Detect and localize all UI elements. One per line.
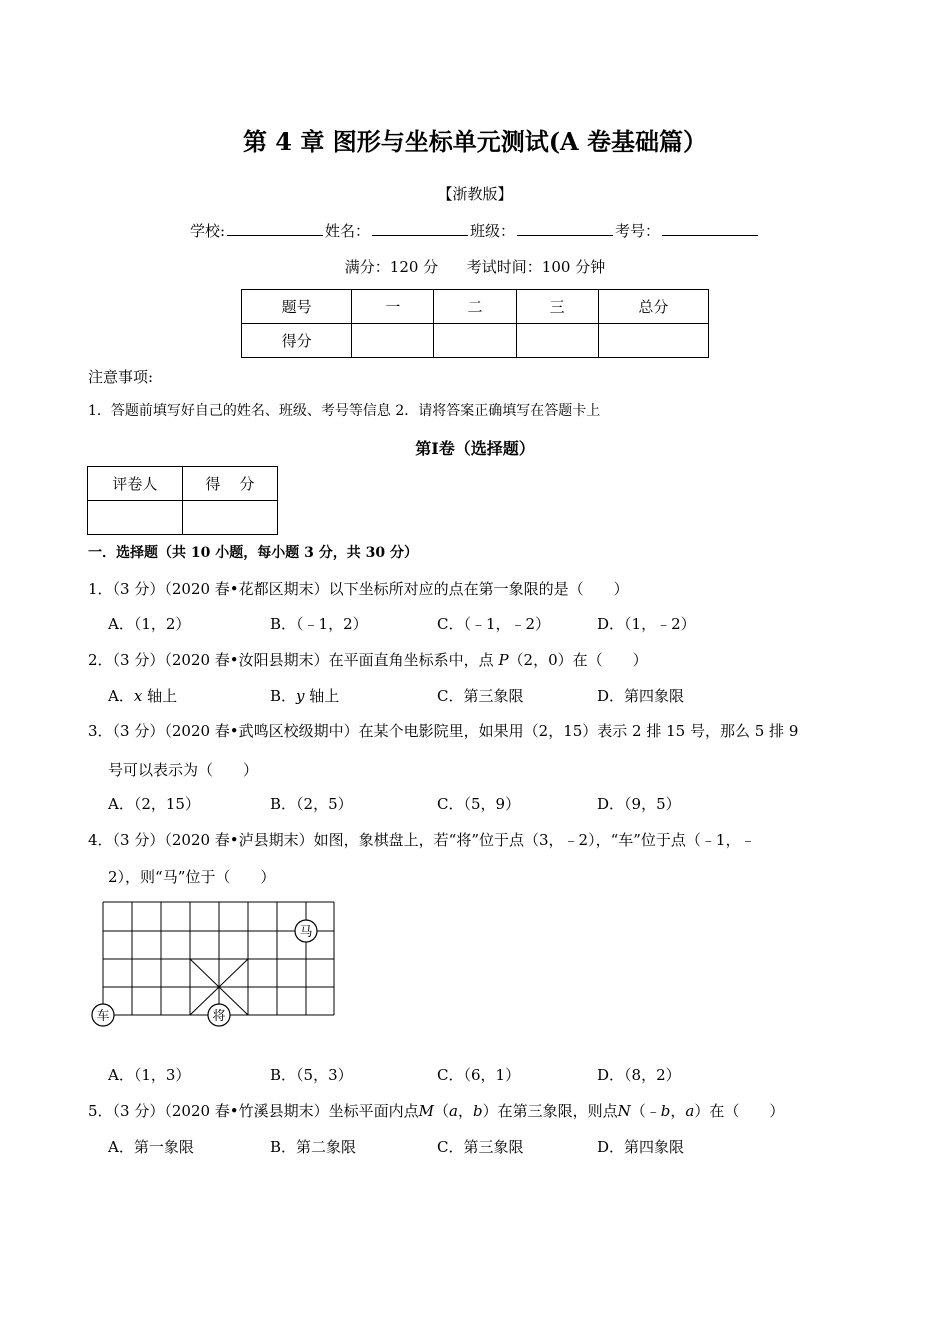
question-2-option-a[interactable]: A．x 轴上 [108, 687, 178, 705]
info-fields-row [0, 220, 950, 241]
question-2-option-b[interactable]: B．y 轴上 [270, 687, 340, 705]
general-label: 将 [212, 1009, 226, 1024]
name-blank[interactable] [372, 221, 468, 236]
question-3-stem-line2: 号可以表示为（ ） [108, 761, 259, 779]
exam-no-label: 考号： [615, 222, 661, 240]
chess-board-figure [88, 898, 348, 1034]
page-title: 第 4 章 图形与坐标单元测试(A 卷基础篇） [242, 127, 708, 156]
score-cell[interactable] [516, 324, 598, 358]
score-table-header: 二 [434, 290, 516, 324]
horse-piece [295, 920, 317, 942]
score-table-header: 题号 [242, 290, 352, 324]
score-table-header: 三 [516, 290, 598, 324]
question-3-option-d[interactable]: D．（9，5） [597, 795, 681, 813]
question-2-option-d[interactable]: D．第四象限 [597, 687, 685, 705]
question-1-option-a[interactable]: A．（1，2） [108, 615, 191, 633]
class-blank[interactable] [517, 221, 613, 236]
score-cell[interactable] [434, 324, 516, 358]
question-5-stem: 5．（3 分）（2020 春•竹溪县期末）坐标平面内点M（a，b）在第三象限，则点N（﹣b，a）在（ ） [88, 1102, 785, 1120]
grader-table [87, 466, 278, 535]
general-piece [208, 1004, 230, 1026]
school-blank[interactable] [227, 221, 323, 236]
score-table [241, 289, 709, 358]
question-5-option-c[interactable]: C．第三象限 [437, 1138, 524, 1156]
section-heading: 一．选择题（共 10 小题，每小题 3 分，共 30 分） [88, 545, 418, 561]
question-2-option-c[interactable]: C．第三象限 [437, 687, 524, 705]
question-4-option-d[interactable]: D．（8，2） [597, 1066, 681, 1084]
exam-time: 考试时间：100 分钟 [466, 258, 606, 276]
question-4-stem-line1: 4．（3 分）（2020 春•泸县期末）如图，象棋盘上，若“将”位于点（3，﹣2），“车”位于点（﹣1，﹣ [88, 831, 756, 849]
grader-label: 评卷人 [88, 467, 183, 501]
score-label: 得 分 [182, 467, 277, 501]
question-5-option-a[interactable]: A．第一象限 [108, 1138, 194, 1156]
score-cell[interactable] [598, 324, 708, 358]
exam-meta-row [0, 256, 950, 277]
grader-score-cell[interactable] [182, 501, 277, 535]
question-1-stem: 1．（3 分）（2020 春•花都区期末）以下坐标所对应的点在第一象限的是（ ） [88, 580, 629, 598]
name-label: 姓名： [325, 222, 371, 240]
score-table-header: 总分 [598, 290, 708, 324]
chariot-piece [92, 1004, 114, 1026]
class-label: 班级： [470, 222, 516, 240]
horse-label: 马 [299, 925, 313, 940]
question-3-option-b[interactable]: B．（2，5） [270, 795, 353, 813]
school-label: 学校: [189, 222, 225, 240]
question-3-option-c[interactable]: C．（5，9） [437, 795, 521, 813]
question-1-option-b[interactable]: B．（﹣1，2） [270, 615, 368, 633]
question-4-option-c[interactable]: C．（6，1） [437, 1066, 521, 1084]
question-1-option-d[interactable]: D．（1，﹣2） [597, 615, 696, 633]
edition-label: 【浙教版】 [437, 185, 513, 203]
notes-text: 1．答题前填写好自己的姓名、班级、考号等信息 2．请将答案正确填写在答题卡上 [88, 403, 601, 419]
question-4-option-b[interactable]: B．（5，3） [270, 1066, 353, 1084]
exam-no-blank[interactable] [662, 221, 758, 236]
notes-title: 注意事项: [88, 368, 154, 386]
volume-title: 第Ⅰ卷（选择题） [415, 439, 535, 458]
question-4-stem-line2: 2），则“马”位于（ ） [108, 868, 276, 886]
grader-cell[interactable] [88, 501, 183, 535]
board-grid [103, 902, 334, 1015]
question-1-option-c[interactable]: C．（﹣1，﹣2） [437, 615, 551, 633]
question-4-option-a[interactable]: A．（1，3） [108, 1066, 191, 1084]
score-table-header: 一 [352, 290, 434, 324]
score-table-row-label: 得分 [242, 324, 352, 358]
question-3-option-a[interactable]: A．（2，15） [108, 795, 200, 813]
question-3-stem-line1: 3．（3 分）（2020 春•武鸣区校级期中）在某个电影院里，如果用（2，15）表示 2 排 15 号，那么 5 排 9 [88, 722, 799, 740]
full-score: 满分：120 分 [344, 258, 439, 276]
score-cell[interactable] [352, 324, 434, 358]
question-2-stem: 2．（3 分）（2020 春•汝阳县期末）在平面直角坐标系中，点 P（2，0）在（ ） [88, 651, 648, 669]
chariot-label: 车 [96, 1009, 110, 1024]
question-5-option-d[interactable]: D．第四象限 [597, 1138, 685, 1156]
question-5-option-b[interactable]: B．第二象限 [270, 1138, 357, 1156]
